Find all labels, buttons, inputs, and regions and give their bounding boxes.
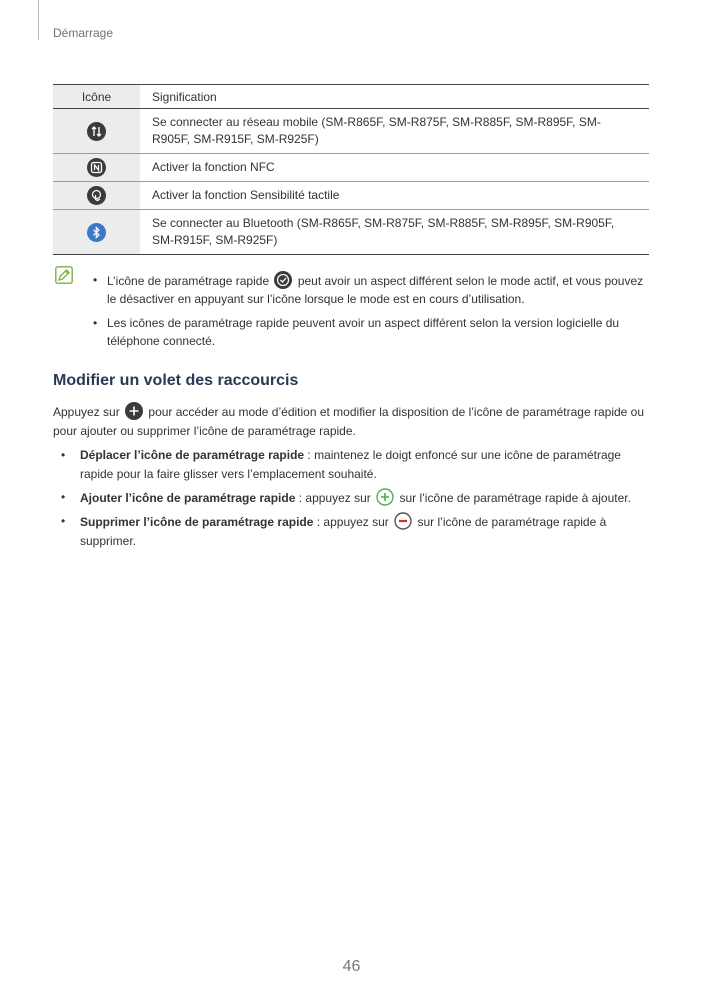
column-header-meaning: Signification — [140, 85, 649, 109]
table-row — [53, 182, 649, 210]
list-item: • L’icône de paramétrage rapide peut avoir un aspect différent selon le mode actif, et vous pouvez le désactiver en appuyant sur l’icône lorsque le mode est en cours d’utilisation. — [93, 271, 645, 308]
mobile-data-icon — [87, 122, 106, 141]
remove-circle-icon — [394, 512, 412, 530]
intro-paragraph: Appuyez sur pour accéder au mode d’édition et modifier la disposition de l’icône de paramétrage rapide ou pour ajouter ou supprimer l’icône de paramétrage rapide. — [53, 402, 653, 441]
column-header-icon: Icône — [53, 85, 140, 109]
touch-sensitivity-icon — [87, 186, 106, 205]
table-row — [53, 210, 649, 255]
list-item: • Les icônes de paramétrage rapide peuvent avoir un aspect différent selon la version logicielle du téléphone connecté. — [93, 314, 645, 350]
table-cell-meaning: Activer la fonction NFC — [140, 154, 649, 182]
list-item: • Supprimer l’icône de paramétrage rapide : appuyez sur sur l’icône de paramétrage rapide à supprimer. — [53, 512, 653, 551]
table-cell-meaning: Activer la fonction Sensibilité tactile — [140, 182, 649, 210]
list-item: • Déplacer l’icône de paramétrage rapide : maintenez le doigt enfoncé sur une icône de paramétrage rapide pour la faire glisser vers l’emplacement souhaité. — [53, 446, 653, 484]
note-pencil-icon — [55, 266, 73, 284]
side-rule — [38, 0, 39, 40]
section-label: Démarrage — [53, 26, 114, 40]
table-cell-meaning: Se connecter au Bluetooth (SM-R865F, SM-R875F, SM-R885F, SM-R895F, SM-R905F, SM-R915F, SM-R925F) — [140, 210, 649, 255]
list-item: • Ajouter l’icône de paramétrage rapide : appuyez sur sur l’icône de paramétrage rapide à ajouter. — [53, 488, 653, 508]
section-heading: Modifier un volet des raccourcis — [53, 372, 299, 389]
icon-table — [53, 84, 649, 255]
bluetooth-icon — [87, 223, 106, 242]
page-number: 46 — [342, 958, 361, 975]
table-header-row — [53, 85, 649, 109]
table-row — [53, 109, 649, 154]
table-row — [53, 154, 649, 182]
action-list — [53, 446, 653, 555]
table-cell-meaning: Se connecter au réseau mobile (SM-R865F, SM-R875F, SM-R885F, SM-R895F, SM-R905F, SM-R915F, SM-R925F) — [140, 109, 649, 154]
add-circle-icon — [376, 488, 394, 506]
quick-setting-check-icon — [274, 271, 292, 289]
edit-add-icon — [125, 402, 143, 420]
note-list — [93, 271, 645, 356]
nfc-icon — [87, 158, 106, 177]
